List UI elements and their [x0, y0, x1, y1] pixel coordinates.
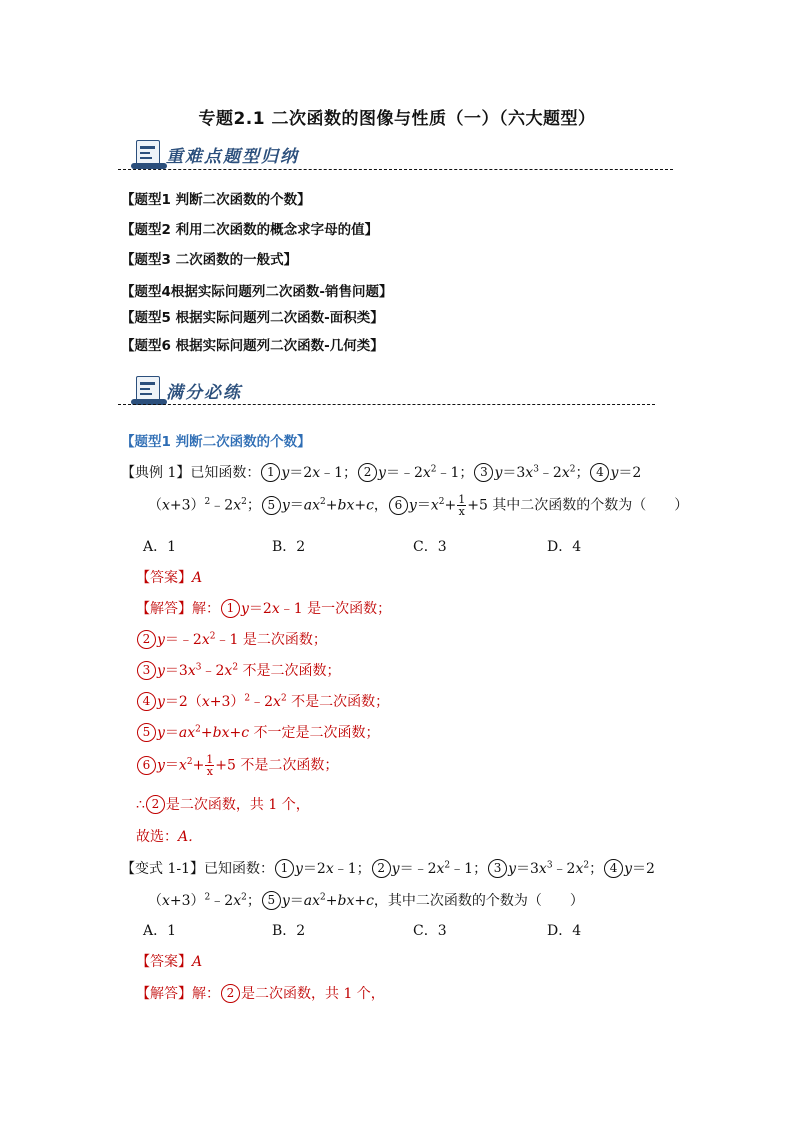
example-1-question: 【典例 1】已知函数： 1 y＝2x﹣1； 2 $y=﹣2x^2﹣1$； 3 $y=3x^3﹣2x^2$； 4 y＝2	[121, 464, 642, 481]
question-ending: ，其中二次函数的个数为（ ）	[373, 893, 584, 909]
solution-note: 不是二次函数；	[242, 663, 341, 679]
choice-value: A．	[178, 829, 203, 845]
solution-note: 是一次函数；	[307, 601, 392, 617]
solution-note: 不一定是二次函数；	[253, 725, 380, 741]
toc-item[interactable]: 【题型4根据实际问题列二次函数-销售问题】	[121, 284, 393, 300]
solution-line-3: 3 $y=3x^3﹣2x^2$ 不是二次函数；	[136, 660, 341, 680]
question-type-heading: 【题型1 判断二次函数的个数】	[121, 434, 311, 450]
answer-line	[136, 567, 202, 587]
page-title: 专题2.1 二次函数的图像与性质（一）（六大题型）	[198, 109, 596, 129]
solution-line-1: 【解答】解： 1 y＝2x﹣1 是一次函数；	[136, 601, 392, 617]
solution-conclusion: ∴ 2 是二次函数，共 1 个，	[136, 797, 310, 813]
option-a[interactable]: A．1	[143, 539, 177, 555]
solution-label: 【解答】	[136, 986, 192, 1002]
question-intro: 已知函数：	[190, 465, 261, 481]
question-intro: 已知函数：	[204, 861, 274, 877]
section-title: 满分必练	[166, 383, 242, 403]
option-a[interactable]: A．1	[143, 923, 177, 939]
answer-line	[136, 951, 202, 971]
toc-item[interactable]: 【题型3 二次函数的一般式】	[121, 252, 298, 268]
solution-choice	[136, 826, 202, 846]
solution-prefix: 解：	[192, 601, 220, 617]
variant-1-1-question-cont: $(x+3)^2﹣2x^2$； 5 $y=ax^2+bx+c$，其中二次函数的个数为（ ）	[148, 892, 584, 909]
conclusion-text: 是二次函数，共 1 个，	[241, 986, 385, 1002]
toc-item[interactable]: 【题型6 根据实际问题列二次函数-几何类】	[121, 338, 384, 354]
question-ending: 其中二次函数的个数为（ ）	[492, 497, 689, 514]
section-divider	[118, 169, 673, 170]
board-icon	[136, 140, 160, 168]
variant-tag: 【变式 1-1】	[121, 861, 204, 877]
solution-label: 【解答】	[136, 601, 192, 617]
toc-item[interactable]: 【题型5 根据实际问题列二次函数-面积类】	[121, 310, 384, 326]
option-b[interactable]: B．2	[272, 539, 306, 555]
option-c[interactable]: C．3	[413, 923, 447, 939]
option-c[interactable]: C．3	[413, 539, 447, 555]
section-divider	[118, 404, 655, 405]
solution-line-2: 2 $y=﹣2x^2﹣1$ 是二次函数；	[136, 629, 327, 649]
answer-label: 【答案】	[136, 570, 192, 586]
solution-line-5: 5 $y=ax^2+bx+c$ 不一定是二次函数；	[136, 722, 380, 742]
toc-item[interactable]: 【题型1 判断二次函数的个数】	[121, 192, 311, 208]
therefore-symbol: ∴	[136, 797, 145, 813]
option-b[interactable]: B．2	[272, 923, 306, 939]
toc-item[interactable]: 【题型2 利用二次函数的概念求字母的值】	[121, 222, 379, 238]
option-d[interactable]: D．4	[547, 923, 582, 939]
answer-value: A	[192, 954, 203, 970]
solution-note: 不是二次函数；	[291, 694, 390, 710]
example-1-question-cont: $(x+3)^2﹣2x^2$； 5 $y=ax^2+bx+c$， 6 $y=x^2+$ $\frac{1}{x}$ +5 其中二次函数的个数为（ ）	[148, 493, 689, 518]
choice-label: 故选：	[136, 829, 178, 845]
solution-line-4: 4 $y=2(x+3)^2﹣2x^2$ 不是二次函数；	[136, 691, 389, 711]
solution-line: 【解答】解： 2 是二次函数，共 1 个，	[136, 986, 385, 1002]
example-tag: 【典例 1】	[121, 465, 191, 481]
variant-1-1-question: 【变式 1-1】已知函数： 1 y＝2x﹣1； 2 $y=﹣2x^2﹣1$； 3 $y=3x^3﹣2x^2$； 4 y＝2	[121, 860, 655, 877]
answer-label: 【答案】	[136, 954, 192, 970]
solution-prefix: 解：	[192, 986, 220, 1002]
solution-note: 不是二次函数；	[240, 757, 339, 774]
section-title: 重难点题型归纳	[166, 147, 299, 167]
conclusion-text: 是二次函数，共 1 个，	[165, 797, 310, 813]
answer-value: A	[192, 570, 203, 586]
board-icon	[136, 376, 160, 404]
solution-line-6: 6 $y=x^2+$ $\frac{1}{x}$ +5 不是二次函数；	[136, 754, 338, 777]
option-d[interactable]: D．4	[547, 539, 582, 555]
solution-note: 是二次函数；	[242, 632, 327, 648]
